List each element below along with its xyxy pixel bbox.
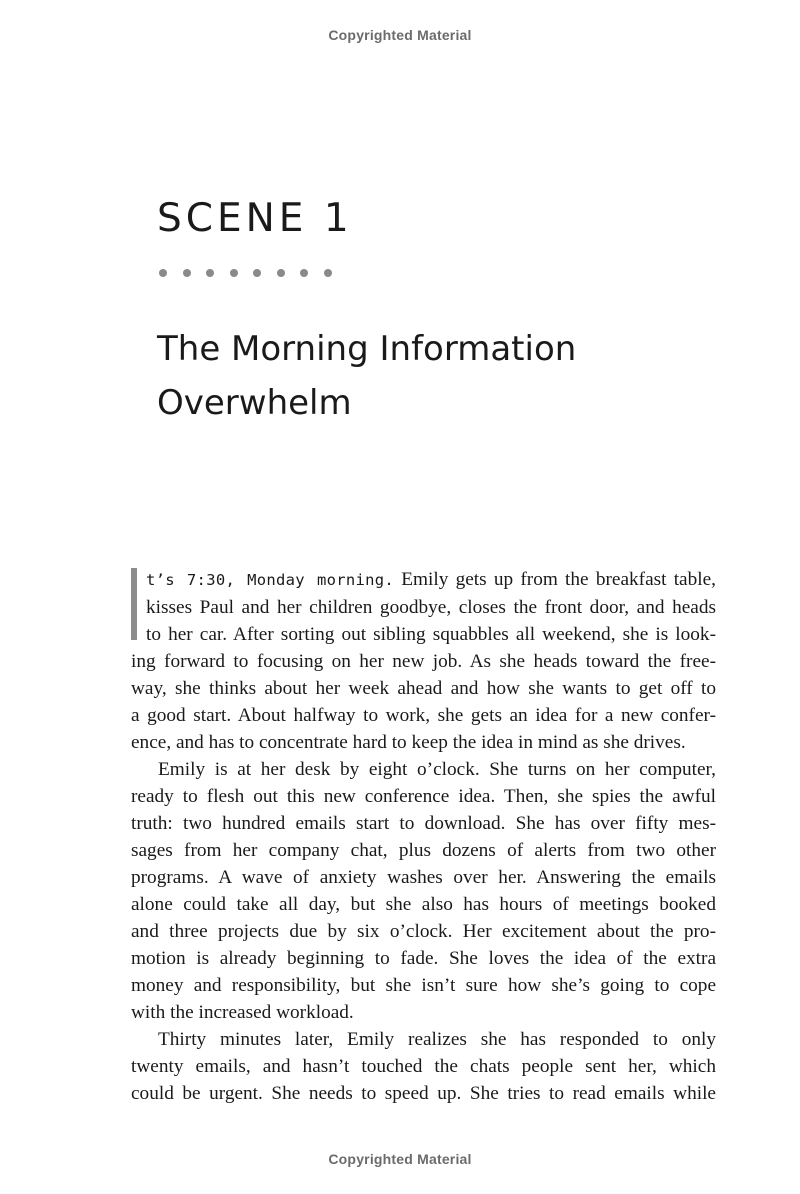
ornament-dot <box>324 269 332 277</box>
ornament-dot <box>277 269 285 277</box>
text-line: way, she thinks about her week ahead and how she wants to get off to <box>131 678 716 699</box>
lead-in-text: t’s 7:30, Monday morning. <box>146 571 394 589</box>
text-line: alone could take all day, but she also has hours of meetings booked <box>131 894 716 915</box>
text-line <box>131 566 716 594</box>
line-rest: Emily gets up from the breakfast table, <box>394 569 716 590</box>
text-line: could be urgent. She needs to speed up. She tries to read emails while <box>131 1083 716 1104</box>
text-line: truth: two hundred emails start to download. She has over fifty mes- <box>131 813 716 834</box>
scene-label: SCENE 1 <box>157 196 353 241</box>
ornament-dot <box>230 269 238 277</box>
text-line: money and responsibility, but she isn’t sure how she’s going to cope <box>131 975 716 996</box>
copyright-watermark-top: Copyrighted Material <box>328 27 472 43</box>
ornament-dots <box>159 269 339 279</box>
body-text <box>131 566 716 1107</box>
ornament-dot <box>300 269 308 277</box>
text-line: sages from her company chat, plus dozens of alerts from two other <box>131 840 716 861</box>
chapter-title-line-1: The Morning Information <box>157 329 577 369</box>
text-line: motion is already beginning to fade. She loves the idea of the extra <box>131 948 716 969</box>
text-line: ence, and has to concentrate hard to keep the idea in mind as she drives. <box>131 732 686 753</box>
text-line: with the increased workload. <box>131 1002 354 1023</box>
ornament-dot <box>183 269 191 277</box>
text-line: Thirty minutes later, Emily realizes she has responded to only <box>158 1029 716 1050</box>
text-line: kisses Paul and her children goodbye, closes the front door, and heads <box>146 597 716 618</box>
text-line: ready to flesh out this new conference idea. Then, she spies the awful <box>131 786 716 807</box>
text-line: ing forward to focusing on her new job. As she heads toward the free- <box>131 651 716 672</box>
ornament-dot <box>253 269 261 277</box>
ornament-dot <box>206 269 214 277</box>
text-line: and three projects due by six o’clock. Her excitement about the pro- <box>131 921 716 942</box>
text-line: Emily is at her desk by eight o’clock. She turns on her computer, <box>158 759 716 780</box>
text-line: programs. A wave of anxiety washes over her. Answering the emails <box>131 867 716 888</box>
text-line: to her car. After sorting out sibling squabbles all weekend, she is look- <box>146 624 716 645</box>
chapter-title-line-2: Overwhelm <box>157 383 352 423</box>
chapter-title <box>157 322 717 430</box>
ornament-dot <box>159 269 167 277</box>
text-line: twenty emails, and hasn’t touched the chats people sent her, which <box>131 1056 716 1077</box>
copyright-watermark-bottom: Copyrighted Material <box>328 1151 472 1167</box>
text-line: a good start. About halfway to work, she gets an idea for a new confer- <box>131 705 716 726</box>
